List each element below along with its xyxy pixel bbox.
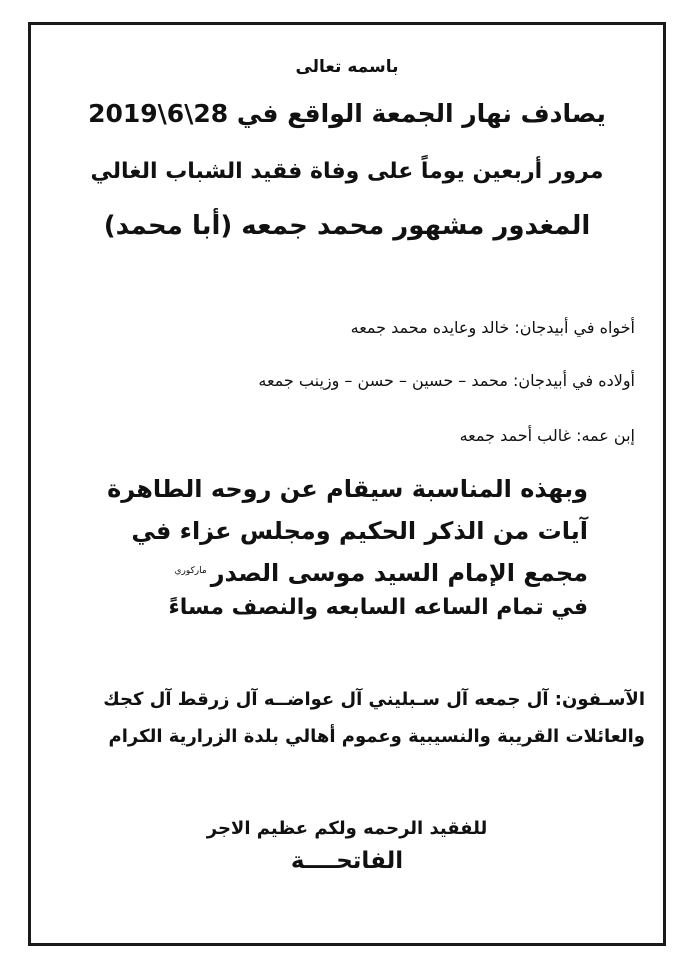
closing-line: للفقيد الرحمه ولكم عظيم الاجر [206, 818, 488, 839]
fatiha-line: الفاتحــــة [290, 848, 404, 874]
siblings-line: أخواه في أبيدجان: خالد وعايده محمد جمعه [350, 318, 635, 337]
ceremony-time-line: في تمام الساعه السابعه والنصف مساءً [168, 595, 588, 620]
mourners-line-2: والعائلات القريبة والنسيبية وعموم أهالي بلدة الزرارية الكرام [108, 726, 645, 747]
venue-name: مجمع الإمام السيد موسى الصدر [210, 559, 588, 587]
basmala: باسمه تعالى [295, 57, 399, 77]
date-line: يصادف نهار الجمعة الواقع في 28\6\2019 [88, 99, 606, 128]
cousin-line: إبن عمه: غالب أحمد جمعه [459, 426, 635, 445]
ceremony-line-2: آيات من الذكر الحكيم ومجلس عزاء في [131, 517, 588, 545]
mourners-line-1: الآسـفون: آل جمعه آل سـبليني آل عواضــه آل زرقط آل كجك [103, 689, 645, 710]
ceremony-line-3 [168, 559, 588, 587]
children-line: أولاده في أبيدجان: محمد – حسين – حسن – وزينب جمعه [258, 371, 635, 390]
obituary-notice-frame [28, 22, 666, 946]
deceased-name: المغدور مشهور محمد جمعه (أبا محمد) [103, 211, 591, 241]
ceremony-line-1: وبهذه المناسبة سيقام عن روحه الطاهرة [107, 475, 588, 503]
occasion-line: مرور أربعين يوماً على وفاة فقيد الشباب الغالي [90, 159, 604, 184]
location-note: ماركوري [174, 566, 207, 576]
